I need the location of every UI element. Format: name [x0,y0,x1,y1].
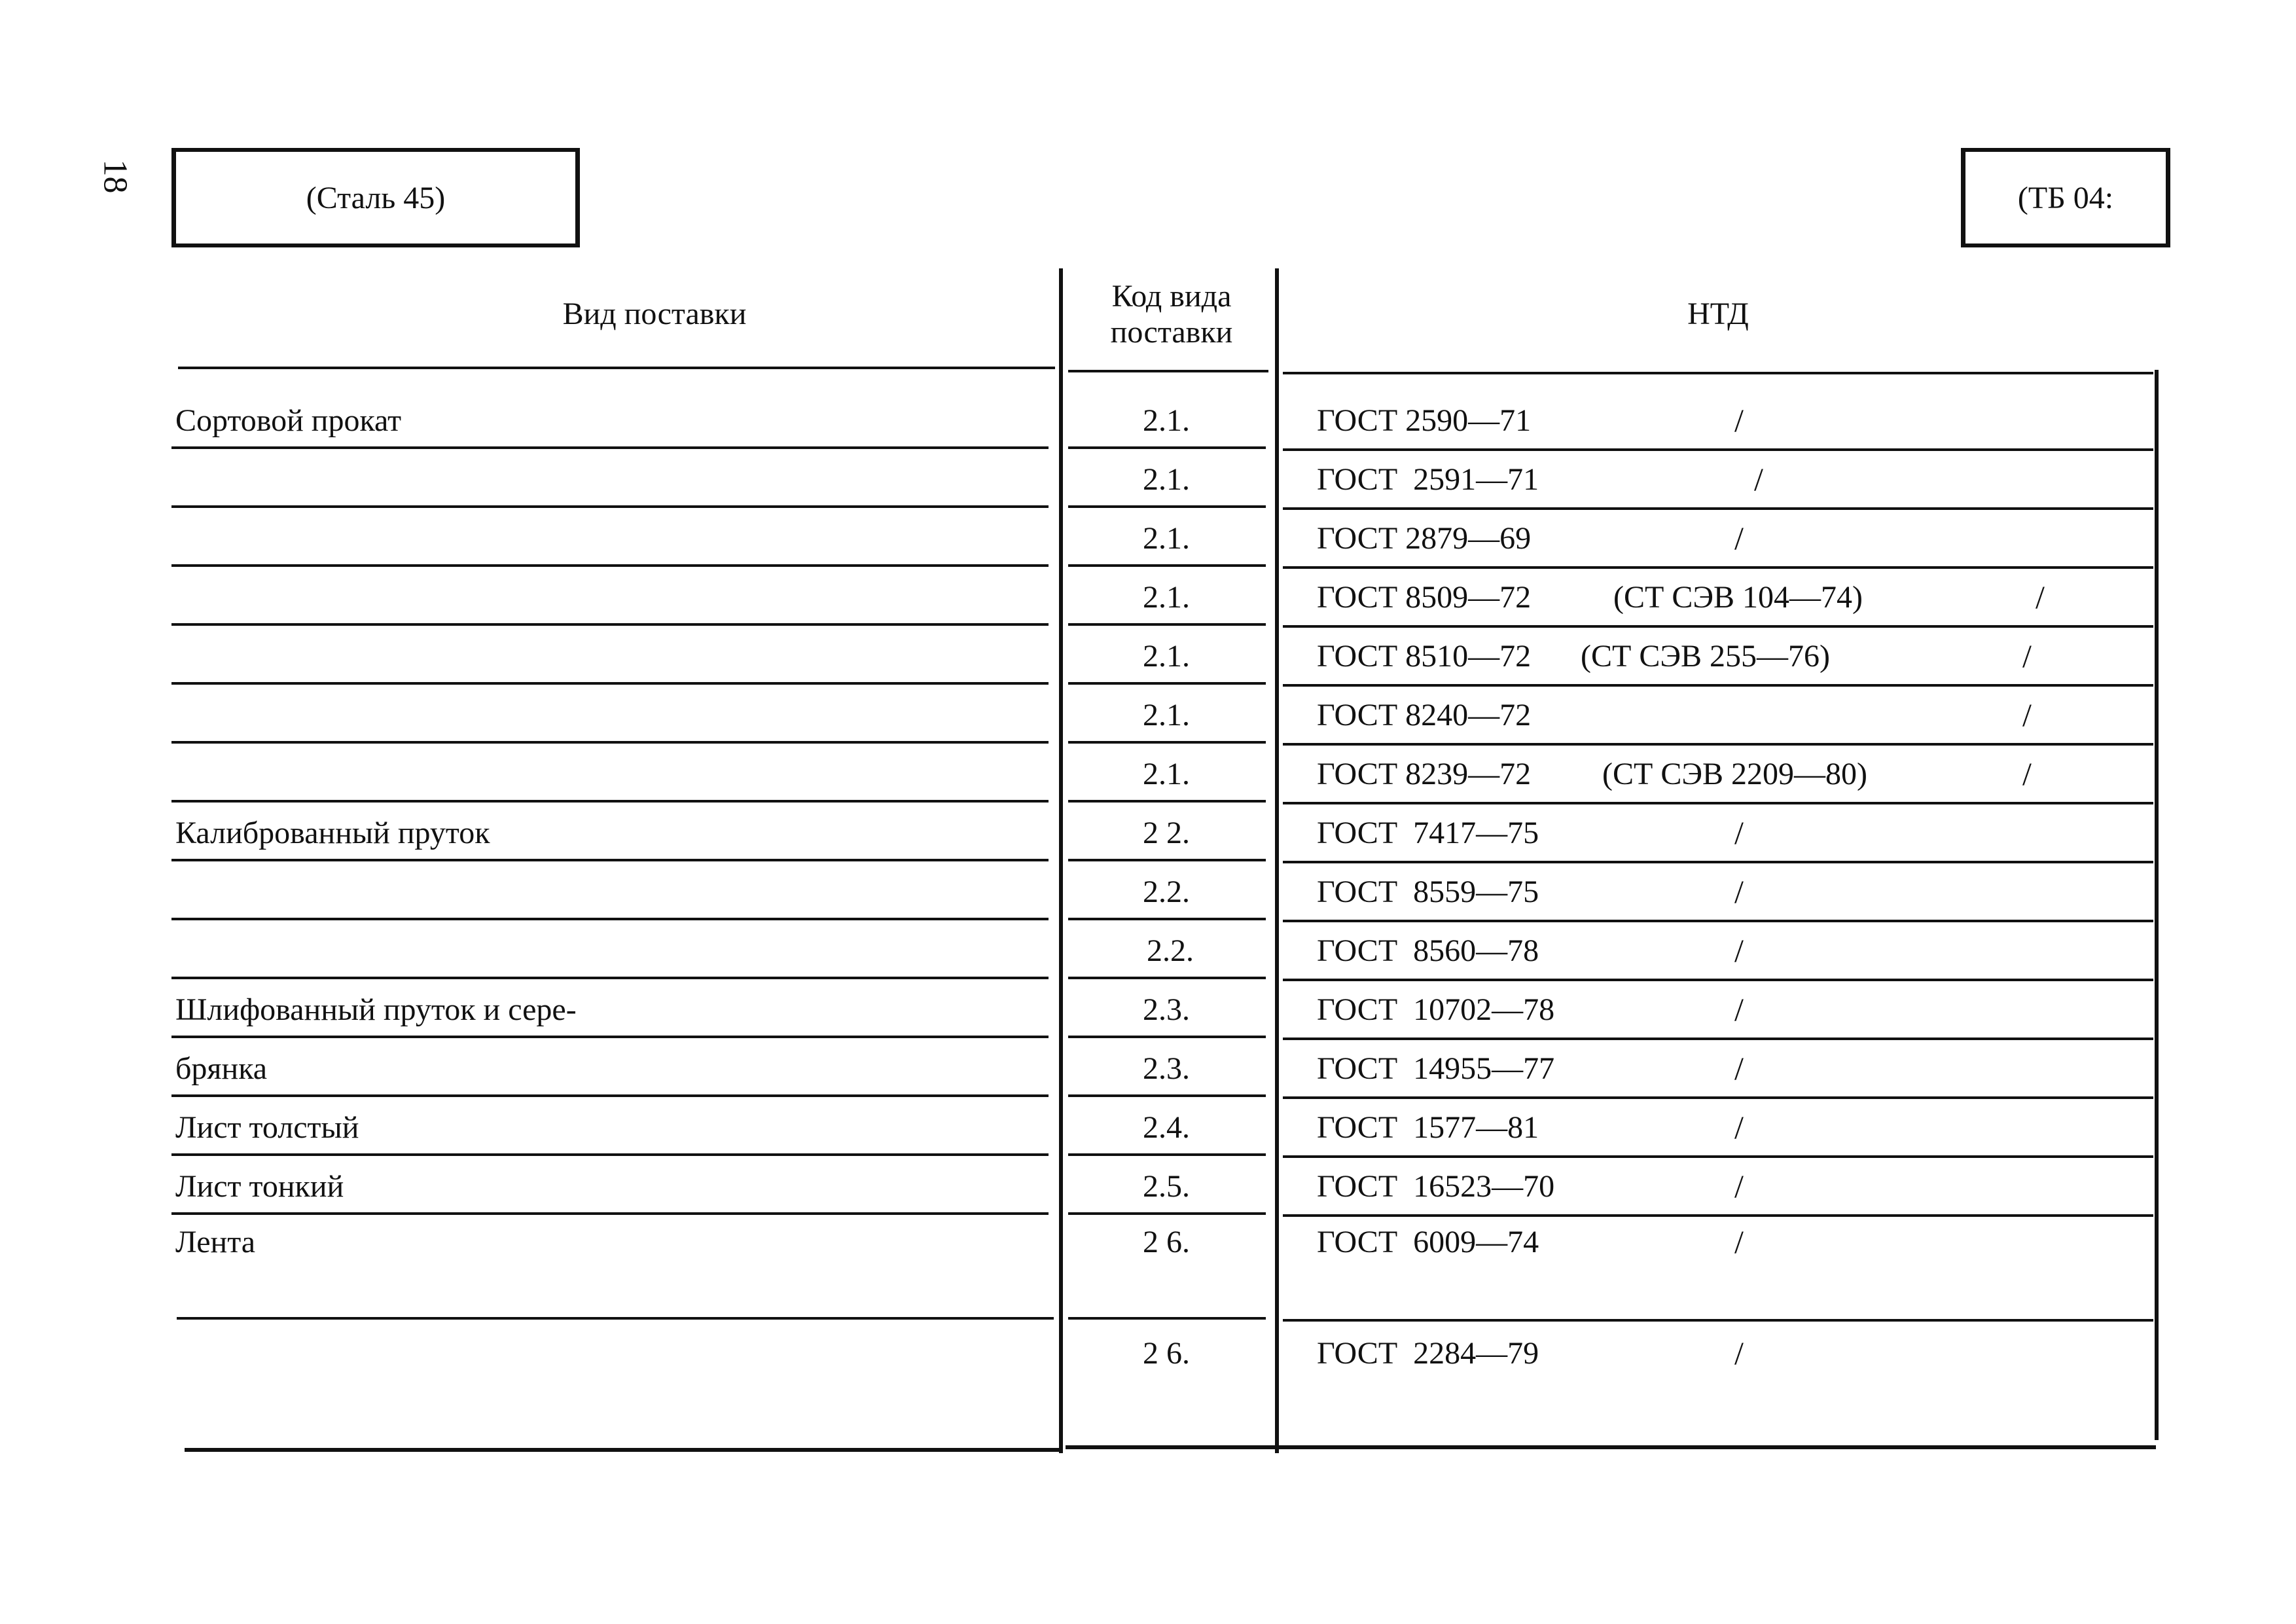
row-rule [1068,1094,1266,1097]
header-rule-right [1283,372,2153,374]
row-rule [1068,1153,1266,1156]
row-rule [1068,1036,1266,1038]
sev-standard-cell: (СТ СЭВ 104—74) [1613,580,1863,615]
row-rule [1283,1096,2153,1099]
supply-code-cell: 2.1. [1143,757,1190,791]
row-rule [1068,800,1266,803]
steel-grade-label: (Сталь 45) [306,180,446,215]
supply-code-cell: 2 2. [1143,816,1190,850]
table-bottom-rule-right [1066,1445,2156,1449]
supply-type-cell: Лента [175,1225,256,1259]
row-rule [1283,861,2153,863]
slash-mark: / [2036,579,2045,615]
supply-code-cell: 2.1. [1143,580,1190,615]
row-rule [1068,741,1266,744]
gost-cell: ГОСТ 16523—70 [1317,1169,1555,1204]
slash-mark: / [1734,932,1744,969]
supply-code-cell: 2.3. [1143,1051,1190,1086]
header-ntd: НТД [1687,297,1749,331]
gost-cell: ГОСТ 1577—81 [1317,1110,1539,1145]
supply-code-cell: 2.4. [1143,1110,1190,1145]
slash-mark: / [1734,1168,1744,1204]
row-rule [1283,448,2153,451]
header-rule-mid [1068,370,1268,372]
row-rule [171,977,1049,979]
row-rule [1283,625,2153,628]
row-rule [1068,682,1266,685]
gost-cell: ГОСТ 8510—72 [1317,639,1532,674]
row-rule [1068,859,1266,861]
steel-grade-box [171,148,580,247]
row-rule [1283,684,2153,687]
gost-cell: ГОСТ 6009—74 [1317,1225,1539,1259]
row-rule [1068,623,1266,626]
column-divider-1 [1059,268,1063,1453]
page-number: 18 [96,159,134,194]
gost-cell: ГОСТ 14955—77 [1317,1051,1555,1086]
supply-type-cell: Шлифованный пруток и сере- [175,992,577,1027]
supply-type-cell: Лист тонкий [175,1169,344,1204]
supply-code-cell: 2.1. [1143,462,1190,497]
row-rule [1068,505,1266,508]
slash-mark: / [1734,520,1744,556]
row-rule [171,741,1049,744]
gost-cell: ГОСТ 2591—71 [1317,462,1539,497]
header-rule-left [178,367,1055,369]
header-supply-code [1067,278,1276,350]
row-rule [1068,1212,1266,1215]
row-rule [1068,446,1266,449]
row-rule [1283,920,2153,922]
row-rule [1283,566,2153,569]
row-rule [171,1036,1049,1038]
row-rule [1068,977,1266,979]
supply-code-cell: 2.1. [1143,403,1190,438]
row-rule [177,1317,1054,1320]
row-rule [1283,743,2153,746]
slash-mark: / [1734,991,1744,1028]
supply-code-cell: 2.1. [1143,698,1190,732]
supply-code-cell: 2.3. [1143,992,1190,1027]
row-rule [1283,507,2153,510]
gost-cell: ГОСТ 8560—78 [1317,933,1539,968]
supply-type-cell: Лист толстый [175,1110,359,1145]
row-rule [1283,1214,2153,1217]
slash-mark: / [1734,1223,1744,1260]
supply-code-cell: 2.1. [1143,639,1190,674]
gost-cell: ГОСТ 8239—72 [1317,757,1532,791]
row-rule [171,918,1049,920]
slash-mark: / [1734,1050,1744,1087]
supply-type-cell: Сортовой прокат [175,403,402,438]
table-reference-label: (ТБ 04: [2017,180,2114,215]
slash-mark: / [1734,873,1744,910]
supply-type-cell: брянка [175,1051,268,1086]
row-rule [171,1212,1049,1215]
row-rule [171,623,1049,626]
gost-cell: ГОСТ 2879—69 [1317,521,1532,556]
row-rule [1283,1319,2153,1322]
row-rule [171,859,1049,861]
row-rule [171,800,1049,803]
slash-mark: / [1734,1109,1744,1146]
slash-mark: / [2022,755,2032,792]
supply-code-cell: 2 6. [1143,1336,1190,1371]
supply-code-cell: 2.2. [1143,875,1190,909]
sev-standard-cell: (СТ СЭВ 255—76) [1581,639,1831,674]
header-supply-type: Вид поставки [562,297,747,331]
supply-type-cell: Калиброванный пруток [175,816,490,850]
supply-code-cell: 2 6. [1143,1225,1190,1259]
slash-mark: / [2022,696,2032,733]
supply-code-cell: 2.5. [1143,1169,1190,1204]
slash-mark: / [1734,1335,1744,1371]
row-rule [171,1094,1049,1097]
row-rule [1283,1155,2153,1158]
slash-mark: / [1754,461,1763,497]
gost-cell: ГОСТ 8509—72 [1317,580,1532,615]
sev-standard-cell: (СТ СЭВ 2209—80) [1602,757,1868,791]
supply-code-cell: 2.1. [1143,521,1190,556]
column-divider-2 [1275,268,1279,1453]
row-rule [171,1153,1049,1156]
row-rule [1283,1038,2153,1040]
gost-cell: ГОСТ 7417—75 [1317,816,1539,850]
slash-mark: / [2022,638,2032,674]
gost-cell: ГОСТ 2284—79 [1317,1336,1539,1371]
row-rule [171,446,1049,449]
gost-cell: ГОСТ 8240—72 [1317,698,1532,732]
row-rule [1068,1317,1266,1320]
row-rule [1283,979,2153,981]
header-supply-code-text: Код вида поставки [1110,279,1233,350]
row-rule [171,682,1049,685]
row-rule [1068,918,1266,920]
row-rule [171,564,1049,567]
gost-cell: ГОСТ 8559—75 [1317,875,1539,909]
table-bottom-rule-left [185,1448,1059,1452]
row-rule [1068,564,1266,567]
gost-cell: ГОСТ 2590—71 [1317,403,1532,438]
slash-mark: / [1734,402,1744,439]
table-right-border [2155,370,2159,1440]
row-rule [171,505,1049,508]
gost-cell: ГОСТ 10702—78 [1317,992,1555,1027]
slash-mark: / [1734,814,1744,851]
table-reference-box [1961,148,2170,247]
row-rule [1283,802,2153,804]
supply-code-cell: 2.2. [1147,933,1194,968]
